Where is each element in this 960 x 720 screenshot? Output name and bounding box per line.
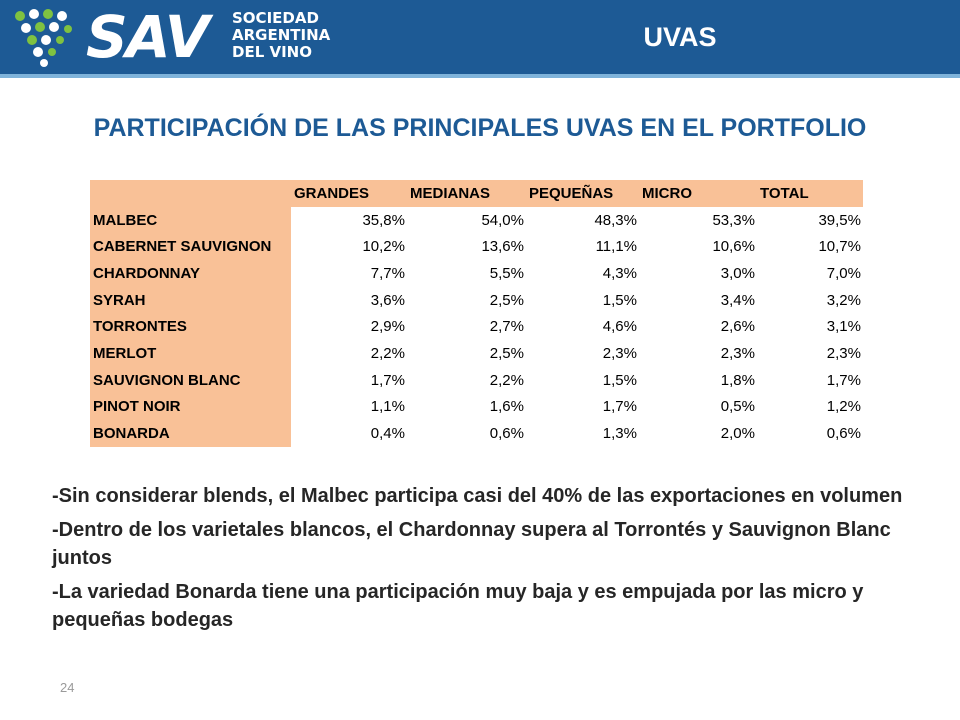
header-bar bbox=[0, 0, 960, 74]
row-label: MALBEC bbox=[90, 207, 291, 234]
table-cell: 2,6% bbox=[639, 313, 757, 340]
table-row bbox=[90, 340, 863, 367]
section-title: UVAS bbox=[643, 22, 717, 52]
table-cell: 53,3% bbox=[639, 207, 757, 234]
row-label: PINOT NOIR bbox=[90, 394, 291, 421]
table-header-blank bbox=[90, 180, 291, 207]
page-number: 24 bbox=[60, 680, 75, 695]
table-cell: 2,3% bbox=[757, 340, 863, 367]
bullet-item: -Sin considerar blends, el Malbec participa casi del 40% de las exportaciones en volumen bbox=[52, 485, 903, 507]
bullet-item: -La variedad Bonarda tiene una participación muy baja y es empujada por las micro y pequeñas bodegas bbox=[52, 581, 864, 631]
table-cell: 2,3% bbox=[639, 340, 757, 367]
table-header-row bbox=[90, 180, 863, 207]
table-cell: 2,2% bbox=[291, 340, 407, 367]
table-cell: 1,8% bbox=[639, 367, 757, 394]
table-cell: 2,5% bbox=[407, 287, 526, 314]
table-cell: 4,6% bbox=[526, 313, 639, 340]
table-cell: 48,3% bbox=[526, 207, 639, 234]
table-cell: 0,6% bbox=[757, 420, 863, 447]
row-label: TORRONTES bbox=[90, 313, 291, 340]
header-stripe bbox=[0, 74, 960, 78]
table-cell: 1,7% bbox=[526, 394, 639, 421]
table-cell: 13,6% bbox=[407, 233, 526, 260]
bullet-item: -Dentro de los varietales blancos, el Chardonnay supera al Torrontés y Sauvignon Blanc juntos bbox=[52, 519, 891, 569]
table-cell: 2,3% bbox=[526, 340, 639, 367]
table-cell: 1,3% bbox=[526, 420, 639, 447]
grape-logo-icon bbox=[12, 6, 76, 70]
table-cell: 3,4% bbox=[639, 287, 757, 314]
column-header-medianas: MEDIANAS bbox=[407, 180, 526, 207]
table-row bbox=[90, 287, 863, 314]
table-row bbox=[90, 394, 863, 421]
table-cell: 2,7% bbox=[407, 313, 526, 340]
logo-name-line: DEL VINO bbox=[232, 43, 312, 61]
table-cell: 1,1% bbox=[291, 394, 407, 421]
table-cell: 7,0% bbox=[757, 260, 863, 287]
table-cell: 3,0% bbox=[639, 260, 757, 287]
table-cell: 1,2% bbox=[757, 394, 863, 421]
bullet-list bbox=[52, 482, 932, 640]
table-row bbox=[90, 313, 863, 340]
row-label: CHARDONNAY bbox=[90, 260, 291, 287]
logo-name-line: ARGENTINA bbox=[232, 26, 331, 44]
table-row bbox=[90, 420, 863, 447]
table-cell: 1,7% bbox=[291, 367, 407, 394]
logo-abbreviation: SAV bbox=[86, 3, 208, 71]
table-row bbox=[90, 367, 863, 394]
row-label: SAUVIGNON BLANC bbox=[90, 367, 291, 394]
table-row bbox=[90, 207, 863, 234]
table-cell: 10,6% bbox=[639, 233, 757, 260]
page-title: PARTICIPACIÓN DE LAS PRINCIPALES UVAS EN EL PORTFOLIO bbox=[93, 114, 867, 142]
logo-name-line: SOCIEDAD bbox=[232, 9, 319, 27]
row-label: BONARDA bbox=[90, 420, 291, 447]
logo-organization-name bbox=[232, 10, 330, 61]
table-cell: 0,5% bbox=[639, 394, 757, 421]
column-header-total: TOTAL bbox=[757, 180, 863, 207]
table-cell: 2,5% bbox=[407, 340, 526, 367]
table-cell: 10,7% bbox=[757, 233, 863, 260]
table-cell: 10,2% bbox=[291, 233, 407, 260]
column-header-micro: MICRO bbox=[639, 180, 757, 207]
row-label: CABERNET SAUVIGNON bbox=[90, 233, 291, 260]
table-cell: 35,8% bbox=[291, 207, 407, 234]
table-cell: 0,6% bbox=[407, 420, 526, 447]
grape-share-table bbox=[90, 180, 863, 447]
table-cell: 1,5% bbox=[526, 367, 639, 394]
row-label: MERLOT bbox=[90, 340, 291, 367]
table-cell: 4,3% bbox=[526, 260, 639, 287]
table-cell: 2,9% bbox=[291, 313, 407, 340]
table-cell: 7,7% bbox=[291, 260, 407, 287]
table-cell: 2,0% bbox=[639, 420, 757, 447]
table-cell: 1,5% bbox=[526, 287, 639, 314]
column-header-pequenas: PEQUEÑAS bbox=[526, 180, 639, 207]
table-cell: 54,0% bbox=[407, 207, 526, 234]
table-row bbox=[90, 260, 863, 287]
table-cell: 3,1% bbox=[757, 313, 863, 340]
table-cell: 0,4% bbox=[291, 420, 407, 447]
row-label: SYRAH bbox=[90, 287, 291, 314]
table-row bbox=[90, 233, 863, 260]
table-cell: 2,2% bbox=[407, 367, 526, 394]
table-cell: 11,1% bbox=[526, 233, 639, 260]
table-cell: 5,5% bbox=[407, 260, 526, 287]
table-cell: 3,2% bbox=[757, 287, 863, 314]
table-cell: 1,7% bbox=[757, 367, 863, 394]
table-cell: 1,6% bbox=[407, 394, 526, 421]
table-cell: 3,6% bbox=[291, 287, 407, 314]
column-header-grandes: GRANDES bbox=[291, 180, 407, 207]
table-cell: 39,5% bbox=[757, 207, 863, 234]
